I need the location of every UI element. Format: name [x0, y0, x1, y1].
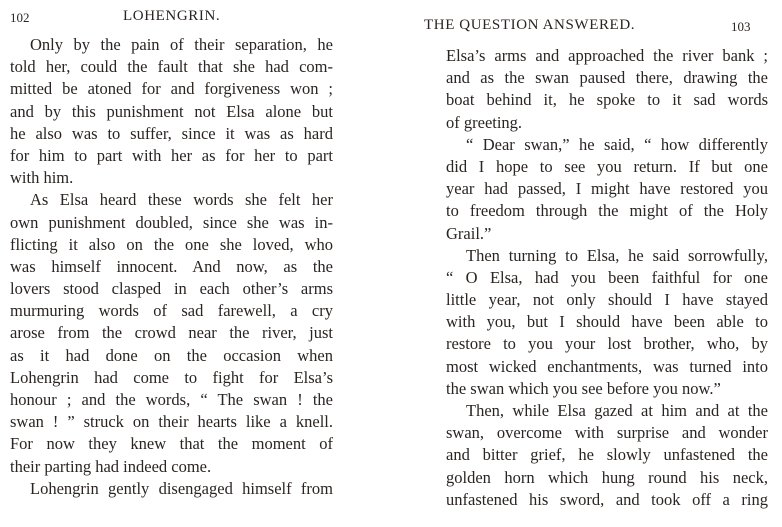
text-line: he also was to suffer, since it was as hard: [10, 123, 333, 143]
text-line: swan ! ” struck on their hearts like a knell.: [10, 412, 333, 432]
text-line: restore to you your lost brother, who, by: [446, 334, 768, 354]
text-line: lovers stood clasped in each other’s arms: [10, 279, 333, 299]
text-line: “ Dear swan,” he said, “ how differently: [466, 134, 768, 154]
text-line: little year, not only should I have stayed: [446, 290, 768, 310]
page-number: 103: [731, 19, 751, 34]
text-line: Then turning to Elsa, he said sorrowfully,: [466, 245, 768, 265]
text-line: told her, could the fault that she had com-: [10, 57, 333, 77]
text-line: unfastened his sword, and took off a ring: [446, 489, 768, 509]
text-line: As Elsa heard these words she felt her: [30, 190, 333, 210]
text-line: Grail.”: [446, 223, 492, 243]
text-line: honour ; and the words, “ The swan ! the: [10, 390, 333, 409]
text-line: arose from the crowd near the river, just: [10, 323, 333, 343]
text-line: golden horn which hung round his neck,: [446, 467, 768, 487]
text-line: and bitter grief, he slowly unfastened the: [446, 445, 768, 465]
text-line: for him to part with her as for her to part: [10, 145, 333, 165]
text-line: of greeting.: [446, 112, 523, 132]
page-number: 102: [10, 10, 30, 25]
text-line: boat behind it, he spoke to it sad words: [446, 90, 768, 110]
text-line: “ O Elsa, had you been faithful for one: [446, 267, 768, 287]
text-line: was himself innocent. And now, as the: [10, 256, 333, 276]
left-page: [0, 0, 340, 527]
text-line: mitted be atoned for and forgiveness won ;: [10, 79, 333, 99]
text-line: with him.: [10, 168, 74, 188]
text-line: with you, but I should have been able to: [446, 312, 768, 332]
text-line: the swan which you see before you now.”: [446, 378, 721, 398]
text-line: Elsa’s arms and approached the river bank ;: [446, 46, 768, 65]
text-line: Then, while Elsa gazed at him and at the: [466, 401, 768, 420]
text-line: murmuring words of sad farewell, a cry: [10, 301, 333, 321]
body-text: [10, 34, 333, 500]
text-line: Lohengrin had come to fight for Elsa’s: [10, 367, 333, 387]
text-line: and by this punishment not Elsa alone but: [10, 101, 333, 121]
text-line: Only by the pain of their separation, he: [30, 35, 333, 54]
text-line: own punishment doubled, since she was in-: [10, 212, 333, 232]
text-line: Lohengrin gently disengaged himself from: [30, 478, 333, 498]
text-line: swan, overcome with surprise and wonder: [446, 423, 768, 443]
body-text: [446, 45, 768, 511]
text-line: to freedom through the might of the Holy: [446, 201, 768, 221]
text-line: as it had done on the occasion when: [10, 345, 333, 365]
running-head: LOHENGRIN.: [123, 8, 221, 24]
text-line: did I hope to see you return. If but one: [446, 156, 768, 176]
right-page: [424, 0, 776, 527]
text-line: flicting it also on the one she loved, who: [10, 234, 333, 254]
text-line: and as the swan paused there, drawing the: [446, 68, 768, 88]
text-line: year had passed, I might have restored you: [446, 179, 768, 199]
text-line: most wicked enchantments, was turned into: [446, 356, 768, 376]
running-head: THE QUESTION ANSWERED.: [424, 17, 636, 33]
text-line: For now they knew that the moment of: [10, 434, 333, 454]
text-line: their parting had indeed come.: [10, 456, 212, 476]
